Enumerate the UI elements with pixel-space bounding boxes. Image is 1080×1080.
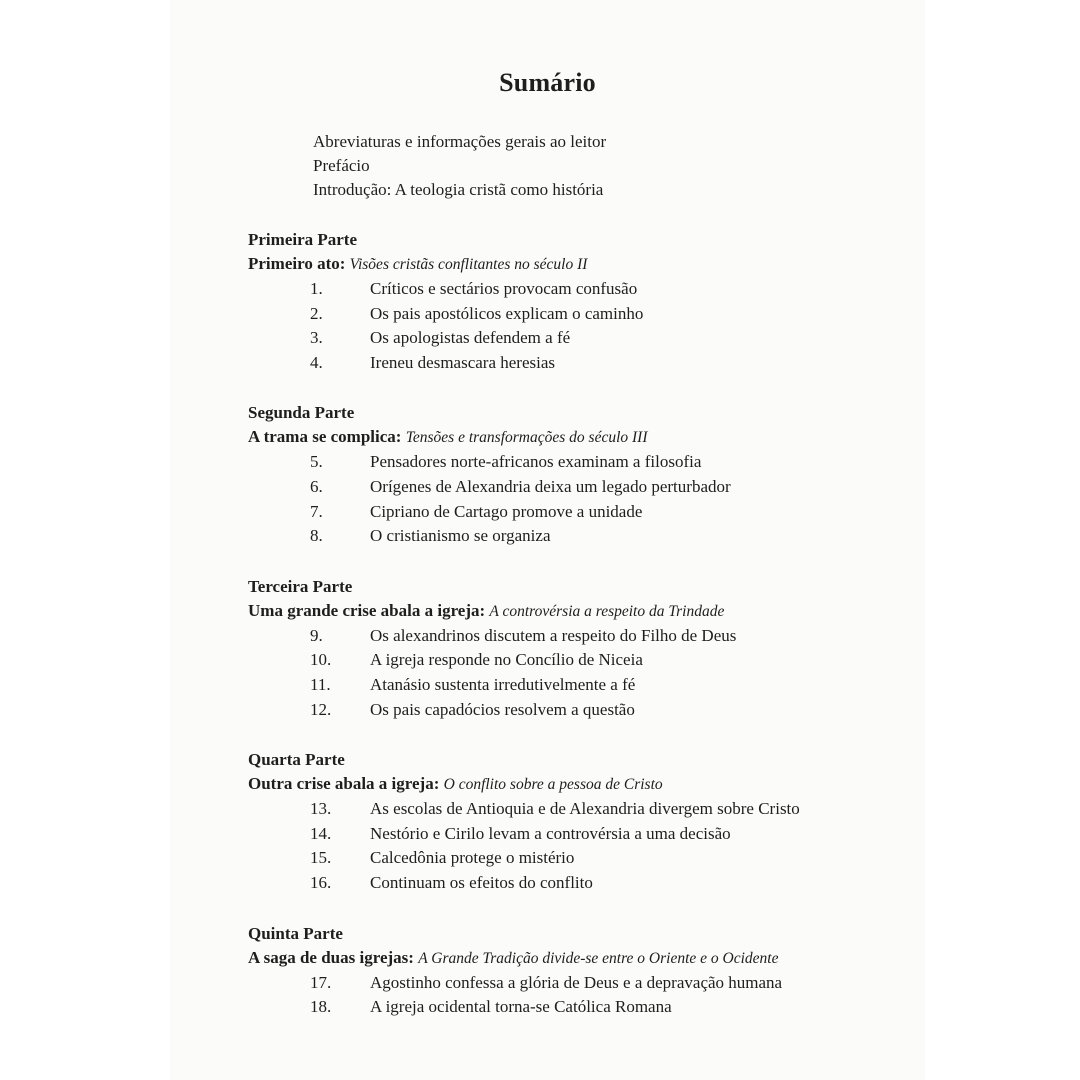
chapter-number: 8. (310, 526, 323, 546)
chapter-title: Atanásio sustenta irredutivelmente a fé (370, 674, 636, 694)
chapter-item (248, 673, 918, 698)
chapter-number: 12. (310, 699, 332, 719)
chapter-item (248, 871, 918, 896)
parts-list (248, 228, 918, 1046)
act-subtitle: A Grande Tradição divide-se entre o Oriente e o Ocidente (418, 949, 779, 967)
act-subtitle: Visões cristãs conflitantes no século II (349, 256, 588, 273)
part-label: Terceira Parte (248, 576, 353, 596)
chapter-item (248, 450, 918, 475)
chapter-item (248, 698, 918, 723)
front-matter-item: Introdução: A teologia cristã como história (313, 180, 604, 199)
chapter-list (248, 450, 918, 548)
chapter-number: 3. (310, 328, 323, 348)
chapter-title: A igreja ocidental torna-se Católica Romana (370, 997, 672, 1017)
act-title: A saga de duas igrejas: (248, 947, 414, 967)
chapter-number: 5. (310, 452, 323, 472)
chapter-item (248, 822, 918, 847)
part-section (248, 922, 918, 1020)
chapter-title: Pensadores norte-africanos examinam a filosofia (370, 452, 702, 472)
chapter-item (248, 995, 918, 1020)
chapter-item (248, 624, 918, 649)
chapter-number: 7. (310, 501, 323, 521)
part-label: Primeira Parte (248, 230, 358, 249)
front-matter-item: Abreviaturas e informações gerais ao leitor (313, 132, 607, 151)
part-section (248, 575, 918, 722)
chapter-item (248, 524, 918, 549)
chapter-item (248, 351, 918, 376)
chapter-title: A igreja responde no Concílio de Niceia (370, 650, 643, 670)
chapter-title: Os pais capadócios resolvem a questão (370, 699, 635, 719)
chapter-item (248, 326, 918, 351)
part-section (248, 748, 918, 895)
chapter-item (248, 500, 918, 525)
chapter-number: 17. (310, 972, 332, 992)
part-section (248, 228, 918, 375)
chapter-item (248, 648, 918, 673)
front-matter-item: Prefácio (313, 156, 370, 175)
chapter-number: 11. (310, 674, 331, 694)
part-label: Quarta Parte (248, 750, 345, 770)
chapter-item (248, 302, 918, 327)
chapter-item (248, 846, 918, 871)
chapter-item (248, 277, 918, 302)
act-heading (248, 772, 918, 797)
act-title: A trama se complica: (248, 427, 402, 447)
chapter-item (248, 797, 918, 822)
chapter-title: Os apologistas defendem a fé (370, 328, 571, 348)
act-subtitle: Tensões e transformações do século III (405, 429, 648, 447)
chapter-number: 18. (310, 997, 332, 1017)
chapter-number: 6. (310, 476, 323, 496)
act-heading (248, 599, 918, 624)
document-page (170, 0, 925, 1080)
chapter-number: 10. (310, 650, 332, 670)
part-section (248, 401, 918, 548)
chapter-title: Críticos e sectários provocam confusão (370, 279, 638, 298)
part-label: Segunda Parte (248, 403, 355, 423)
act-title: Outra crise abala a igreja: (248, 774, 440, 794)
chapter-title: Os alexandrinos discutem a respeito do Filho de Deus (370, 625, 737, 645)
front-matter (313, 130, 606, 202)
chapter-title: Os pais apostólicos explicam o caminho (370, 303, 644, 323)
act-heading (248, 252, 918, 277)
chapter-number: 4. (310, 352, 323, 372)
chapter-title: Cipriano de Cartago promove a unidade (370, 501, 643, 521)
chapter-list (248, 797, 918, 895)
act-subtitle: A controvérsia a respeito da Trindade (489, 602, 725, 620)
chapter-number: 1. (310, 279, 323, 298)
chapter-number: 16. (310, 872, 332, 892)
act-subtitle: O conflito sobre a pessoa de Cristo (443, 776, 663, 794)
act-heading (248, 946, 918, 971)
chapter-title: As escolas de Antioquia e de Alexandria divergem sobre Cristo (370, 799, 800, 819)
chapter-item (248, 475, 918, 500)
chapter-list (248, 624, 918, 722)
chapter-title: Nestório e Cirilo levam a controvérsia a uma decisão (370, 823, 731, 843)
chapter-list (248, 277, 918, 375)
chapter-list (248, 971, 918, 1020)
chapter-number: 9. (310, 625, 323, 645)
part-label: Quinta Parte (248, 923, 343, 943)
act-title: Uma grande crise abala a igreja: (248, 600, 486, 620)
chapter-title: Orígenes de Alexandria deixa um legado perturbador (370, 476, 731, 496)
act-heading (248, 425, 918, 450)
chapter-number: 2. (310, 303, 323, 323)
act-title: Primeiro ato: (248, 254, 346, 273)
chapter-number: 15. (310, 848, 332, 868)
chapter-title: Ireneu desmascara heresias (370, 352, 556, 372)
chapter-title: O cristianismo se organiza (370, 526, 551, 546)
chapter-item (248, 971, 918, 996)
chapter-title: Agostinho confessa a glória de Deus e a depravação humana (370, 972, 783, 992)
page-title: Sumário (499, 68, 596, 97)
chapter-title: Calcedônia protege o mistério (370, 848, 575, 868)
chapter-number: 13. (310, 799, 332, 819)
chapter-number: 14. (310, 823, 332, 843)
chapter-title: Continuam os efeitos do conflito (370, 872, 593, 892)
